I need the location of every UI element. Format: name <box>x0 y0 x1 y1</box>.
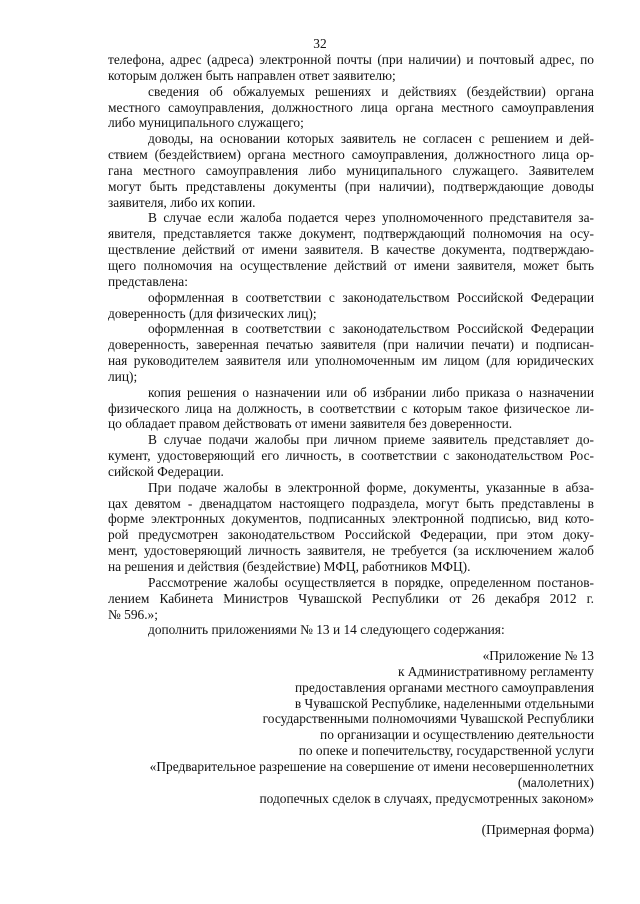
appendix-line: (малолетних) <box>517 774 594 790</box>
text-line: заявителя, либо их копии. <box>108 194 256 210</box>
text-line: ная руководителем заявителя или уполномоченным им лицом (для юридических <box>108 353 594 369</box>
text-line: При подаче жалобы в электронной форме, документы, указанные в абза- <box>148 479 594 495</box>
text-line: цах девятом - двенадцатом настоящего подраздела, могут быть представлены в <box>108 495 594 511</box>
text-line: В случае подачи жалобы при личном приеме заявитель представляет до- <box>148 432 594 448</box>
appendix-line: подопечных сделок в случаях, предусмотренных законом» <box>259 790 594 806</box>
body-text <box>108 52 594 638</box>
text-line: которым должен быть направлен ответ заявителю; <box>108 67 396 83</box>
text-line: сийской Федерации. <box>108 463 224 479</box>
text-line: щего полномочия на осуществление действий от имени заявителя, может быть <box>108 257 594 273</box>
appendix-line: предоставления органами местного самоуправления <box>295 679 594 695</box>
form-note: (Примерная форма) <box>481 822 594 837</box>
text-line: кумент, удостоверяющий его личность, в соответствии с законодательством Рос- <box>108 448 594 464</box>
text-line: телефона, адрес (адреса) электронной почты (при наличии) и почтовый адрес, по <box>108 52 594 67</box>
text-line: дополнить приложениями № 13 и 14 следующего содержания: <box>148 622 505 638</box>
text-line: физического лица на должность, в соответствии с которым такое физическое ли- <box>108 400 594 416</box>
appendix-line: по организации и осуществлению деятельности <box>320 727 594 743</box>
text-line: копия решения о назначении или об избрании либо приказа о назначении <box>148 384 594 400</box>
appendix-line: к Административному регламенту <box>397 663 594 679</box>
text-line: цо обладает правом действовать от имени заявителя без доверенности. <box>108 416 513 432</box>
text-line: представлена: <box>108 273 188 289</box>
text-line: сведения об обжалуемых решениях и действиях (бездействии) органа <box>148 83 594 99</box>
text-line: местного самоуправления, должностного лица органа местного самоуправления <box>108 99 594 115</box>
appendix-line: в Чувашской Республике, наделенными отдельными <box>294 695 594 711</box>
text-line: Рассмотрение жалобы осуществляется в порядке, определенном постанов- <box>148 574 594 590</box>
appendix-line: по опеке и попечительству, государственной услуги <box>298 743 594 759</box>
appendix-line: «Приложение № 13 <box>482 648 594 663</box>
text-line: ствием (бездействием) органа местного самоуправления, должностного лица ор- <box>108 147 594 163</box>
appendix-line: «Предварительное разрешение на совершение от имени несовершеннолетних <box>149 758 594 774</box>
text-line: лением Кабинета Министров Чувашской Республики от 26 декабря 2012 г. <box>108 590 594 606</box>
text-line: либо муниципального служащего; <box>108 115 304 131</box>
text-line: доверенность, заверенная печатью заявителя (при наличии печати) и подписан- <box>108 337 594 353</box>
text-line: оформленная в соответствии с законодательством Российской Федерации <box>148 321 594 337</box>
text-line: № 596.»; <box>108 606 158 622</box>
page-number: 32 <box>313 36 327 51</box>
appendix-line: государственными полномочиями Чувашской Республики <box>262 711 594 727</box>
appendix-header <box>108 648 594 806</box>
text-line: лиц); <box>108 368 138 384</box>
text-line: доводы, на основании которых заявитель не согласен с решением и дей- <box>148 131 594 147</box>
text-line: рой предусмотрен законодательством Российской Федерации, при этом доку- <box>108 527 594 543</box>
text-line: В случае если жалоба подается через уполномоченного представителя за- <box>148 210 594 226</box>
text-line: гана местного самоуправления либо муниципального служащего. Заявителем <box>108 162 594 178</box>
text-line: ществление действий от имени заявителя. В качестве документа, подтверждаю- <box>108 242 594 258</box>
text-line: форме электронных документов, подписанных электронной подписью, вид кото- <box>108 511 594 527</box>
text-line: на решения и действия (бездействие) МФЦ, работников МФЦ). <box>108 559 471 574</box>
text-line: явителя, представляется также документ, подтверждающий полномочия на осу- <box>108 226 594 242</box>
text-line: доверенность (для физических лиц); <box>108 305 317 321</box>
text-line: мент, удостоверяющий личность заявителя, не требуется (за исключением жалоб <box>108 543 594 559</box>
text-line: могут быть представлены документы (при наличии), подтверждающие доводы <box>108 178 594 194</box>
text-line: оформленная в соответствии с законодательством Российской Федерации <box>148 289 594 305</box>
